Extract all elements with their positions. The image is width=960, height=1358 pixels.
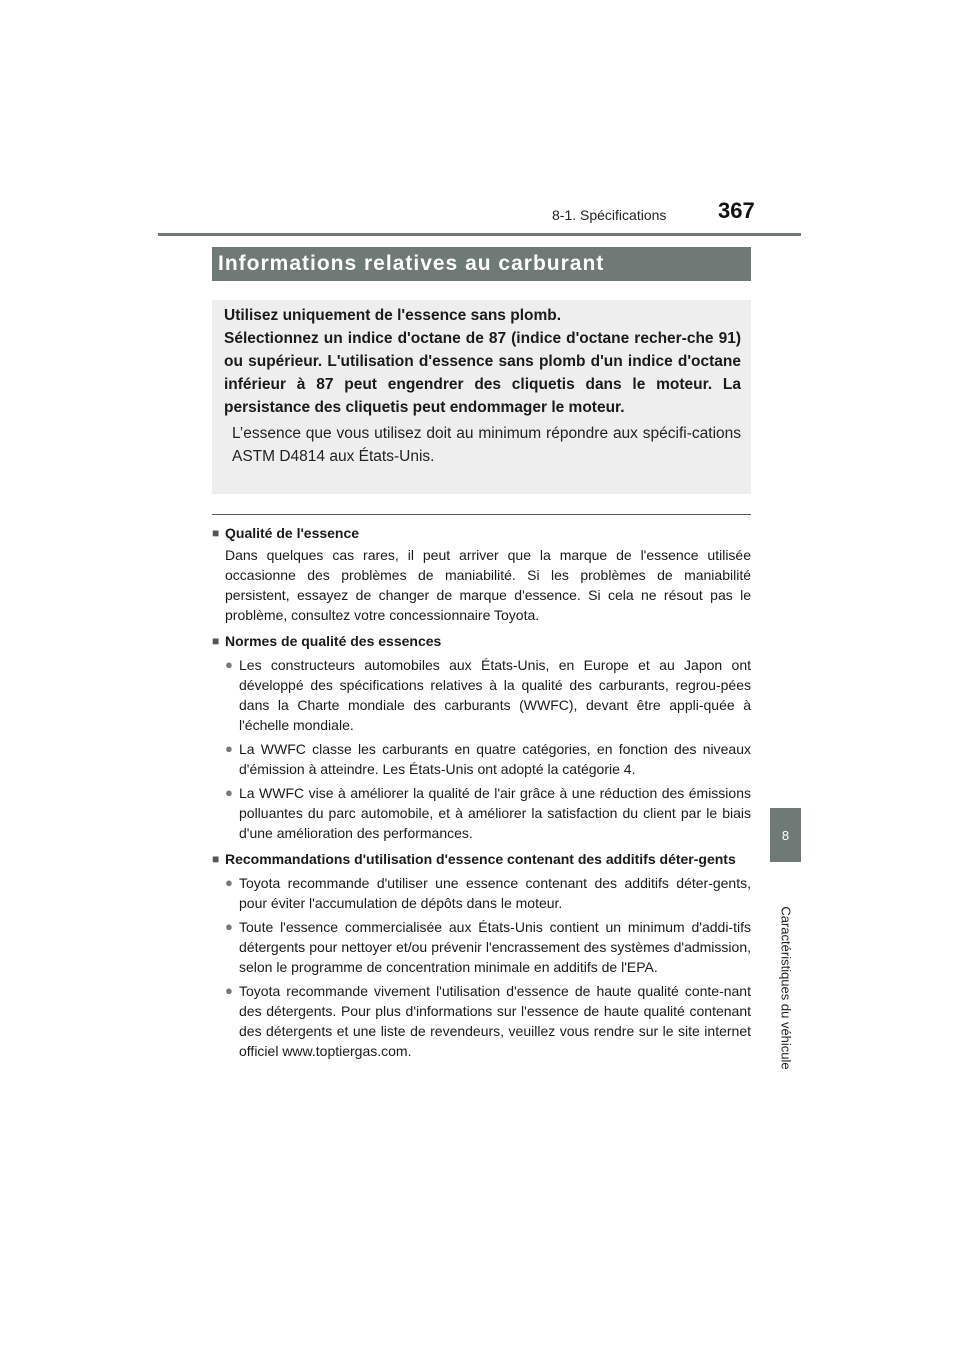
heading-mark: ■	[212, 526, 220, 540]
heading-mark: ■	[212, 852, 220, 866]
bullet-icon: ●	[225, 741, 233, 756]
heading-text: Recommandations d'utilisation d'essence contenant des additifs déter-gents	[225, 851, 736, 867]
list-item	[225, 917, 751, 977]
content	[212, 523, 751, 1061]
heading-text: Qualité de l'essence	[225, 525, 360, 541]
list-item-text: Toyota recommande vivement l'utilisation d'essence de haute qualité conte-nant des détergents. Pour plus d'informations sur l'essence de haute qualité contenant des détergents et une liste de revendeurs, veuillez vous rendre sur le site internet officiel www.toptiergas.com.	[239, 983, 751, 1059]
intro-note: L’essence que vous utilisez doit au minimum répondre aux spécifi-cations ASTM D4814 aux États-Unis.	[232, 425, 741, 465]
intro-box	[212, 300, 751, 494]
list-item	[225, 981, 751, 1061]
list-item-text: La WWFC classe les carburants en quatre catégories, en fonction des niveaux d'émission à atteindre. Les États-Unis ont adopté la catégorie 4.	[239, 741, 751, 777]
chapter-label-text: Caractéristiques du véhicule	[778, 906, 794, 1070]
list-item	[225, 655, 751, 735]
section-heading	[212, 631, 751, 651]
chapter-tab: 8	[770, 808, 801, 862]
bullet-icon: ●	[225, 983, 233, 998]
bullet-icon: ●	[225, 785, 233, 800]
page-number: 367	[718, 198, 755, 223]
section-heading	[212, 849, 751, 869]
heading-text: Normes de qualité des essences	[225, 633, 442, 649]
list-item-text: Les constructeurs automobiles aux États-Unis, en Europe et au Japon ont développé des spécifications relatives à la qualité des carburants, regrou-pées dans la Charte mondiale des carburants (WWFC), devant être appli-quée à l'échelle mondiale.	[239, 657, 751, 733]
page-title: Informations relatives au carburant	[212, 247, 751, 281]
bullet-icon: ●	[225, 919, 233, 934]
list-item	[225, 783, 751, 843]
bullet-icon: ●	[225, 657, 233, 672]
section-divider	[212, 514, 751, 515]
section-header: 8-1. Spécifications	[552, 207, 667, 223]
list-item-text: La WWFC vise à améliorer la qualité de l'air grâce à une réduction des émissions polluantes du parc automobile, et à améliorer la satisfaction du client par le biais d'une amélioration des performances.	[239, 785, 751, 841]
list-item	[225, 873, 751, 913]
section-paragraph: Dans quelques cas rares, il peut arriver que la marque de l'essence utilisée occasionne des problèmes de maniabilité. Si les problèmes de maniabilité persistent, essayez de changer de marque d'essence. Si cela ne résout pas le problème, consultez votre concessionnaire Toyota.	[225, 547, 751, 623]
intro-octane-text: Sélectionnez un indice d'octane de 87 (indice d'octane recher-che 91) ou supérieur. L'utilisation d'essence sans plomb d'un indice d'octane inférieur à 87 peut engendrer des cliquetis dans le moteur. La persistance des cliquetis peut endommager le moteur.	[224, 330, 741, 416]
header-rule	[158, 233, 801, 236]
chapter-label	[772, 873, 800, 1103]
list-item-text: Toyota recommande d'utiliser une essence contenant des additifs déter-gents, pour éviter l'accumulation de dépôts dans le moteur.	[239, 875, 751, 911]
section-heading	[212, 523, 751, 543]
bullet-icon: ●	[225, 875, 233, 890]
list-item	[225, 739, 751, 779]
heading-mark: ■	[212, 634, 220, 648]
intro-lead: Utilisez uniquement de l'essence sans plomb.	[224, 307, 562, 324]
list-item-text: Toute l'essence commercialisée aux États-Unis contient un minimum d'addi-tifs détergents pour nettoyer et/ou prévenir l'encrassement des systèmes d'admission, selon le programme de concentration minimale en additifs de l'EPA.	[239, 919, 751, 975]
